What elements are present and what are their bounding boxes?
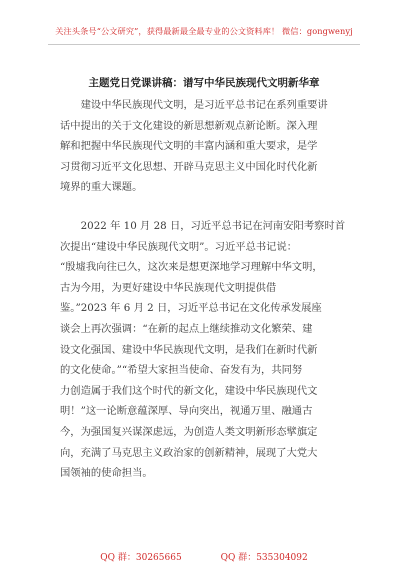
paragraph [60, 216, 356, 484]
text-line: 解和把握中华民族现代文明的丰富内涵和重大要求，是学 [60, 140, 318, 153]
header-divider [48, 44, 360, 45]
text-line: 谈会上再次强调：“在新的起点上继续推动文化繁荣、建 [60, 322, 313, 335]
text-line: 今，为强国复兴谋深虑远，为创造人类文明新形态擘旗定 [60, 425, 318, 438]
text-line: 设文化强国、建设中华民族现代文明，是我们在新时代新 [60, 343, 318, 356]
contact-footer [0, 550, 408, 563]
text-line: 的文化使命。”“希望大家担当使命、奋发有为，共同努 [60, 364, 303, 377]
text-line: 话中提出的关于文化建设的新思想新观点新论断。深入理 [60, 119, 318, 132]
text-line: 次提出“建设中华民族现代文明”。习近平总书记说： [60, 240, 298, 253]
text-line: 古为今用，为更好建设中华民族现代文明提供借 [60, 281, 277, 294]
text-line: 国领袖的使命担当。 [60, 467, 153, 480]
text-line: 2022 年 10 月 28 日，习近平总书记在河南安阳考察时首 [60, 219, 346, 232]
text-line: 建设中华民族现代文明，是习近平总书记在系列重要讲 [60, 99, 328, 111]
text-line: 明！”这一论断意蕴深厚、导向突出，视通万里、融通古 [60, 405, 313, 418]
text-line: 向，充满了马克思主义政治家的创新精神，展现了大党大 [60, 446, 318, 459]
document-title: 主题党日党课讲稿：谱写中华民族现代文明新华章 [88, 77, 320, 89]
qq-group-2: QQ 群：535304092 [220, 553, 308, 563]
text-line: 力创造属于我们这个时代的新文化，建设中华民族现代文 [60, 384, 318, 397]
text-line: 习贯彻习近平文化思想、开辟马克思主义中国化时代化新 [60, 160, 318, 173]
qq-group-1: QQ 群：30265665 [100, 553, 182, 563]
text-line: 鉴。”2023 年 6 月 2 日，习近平总书记在文化传承发展座 [60, 302, 322, 315]
text-line: “殷墟我向往已久，这次来是想更深地学习理解中华文明， [60, 261, 323, 274]
paragraph [60, 95, 356, 198]
document-body [60, 95, 356, 502]
promo-header: 关注头条号“公文研究”，获得最新最全最专业的公文资料库！ 微信：gongwenyj [55, 26, 353, 36]
text-line: 境界的重大课题。 [60, 181, 143, 194]
